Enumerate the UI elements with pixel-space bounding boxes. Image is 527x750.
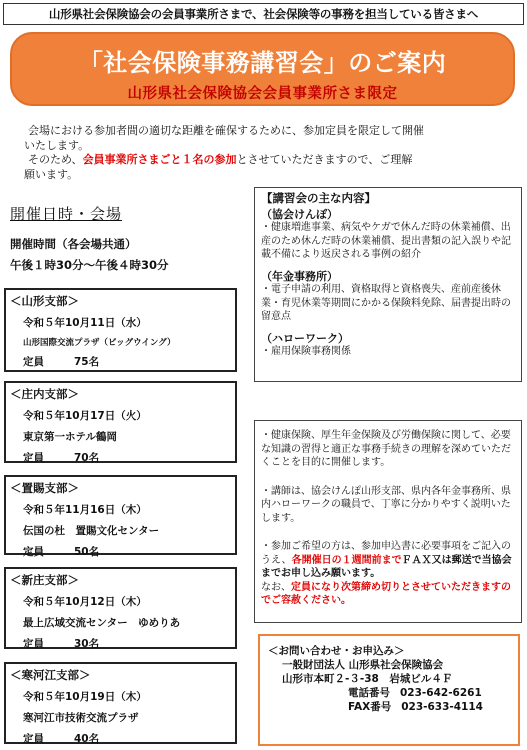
intro-emphasis: 会員事業所さまごと１名の参加 xyxy=(82,153,237,166)
venue-place: 伝国の杜 置賜文化センター xyxy=(23,525,160,537)
fax-label: FAX番号 xyxy=(348,701,392,713)
note-application-mid: なお、 xyxy=(261,581,291,593)
contact-address: 山形市本町２-３-38 岩城ビル４Ｆ xyxy=(282,673,453,685)
contact-fax xyxy=(268,700,510,714)
contents-text: ・健康増進事業、病気やケガで休んだ時の休業補償、出産のため休んだ時の休業補償、提出書類の記入誤りや記載不備により返戻される事例の紹介 xyxy=(261,222,511,260)
venue-capacity xyxy=(10,636,231,651)
venue-card-yamagata xyxy=(4,288,237,372)
intro-line-3-pre: そのため、 xyxy=(28,153,83,166)
note-method: ＦＡＸ又は郵送で当協会までお申し込み願います。 xyxy=(261,554,512,579)
contact-tel xyxy=(268,686,510,700)
venue-branch: ＜寒河江支部＞ xyxy=(10,668,91,682)
title-banner xyxy=(10,32,515,106)
intro-line-3-post: とさせていただきますので、ご理解 xyxy=(236,153,413,166)
intro-line-1: 会場における参加者間の適切な距離を確保するために、参加定員を限定して開催 xyxy=(28,124,424,137)
intro-line-2: いたします。 xyxy=(24,138,90,152)
intro-line-4: 願います。 xyxy=(24,167,79,181)
venue-branch: ＜山形支部＞ xyxy=(10,294,79,308)
intro-text xyxy=(20,124,520,182)
capacity-label: 定員 xyxy=(23,546,44,558)
contents-category: （年金事務所） xyxy=(261,269,338,283)
contents-category: （協会けんぽ） xyxy=(261,207,338,221)
capacity-value: 75名 xyxy=(74,356,100,368)
venue-date: 令和５年10月19日（木） xyxy=(23,691,147,703)
time-value: 午後１時30分～午後４時30分 xyxy=(10,258,169,272)
venue-place: 寒河江市技術交流プラザ xyxy=(23,712,139,724)
capacity-label: 定員 xyxy=(23,733,44,745)
note-deadline: 各開催日の１週間前まで xyxy=(291,554,402,566)
venue-place: 最上広域交流センター ゆめりあ xyxy=(23,617,181,629)
contents-text: ・雇用保険事務関係 xyxy=(261,346,351,357)
venue-place: 東京第一ホテル鶴岡 xyxy=(23,431,117,443)
capacity-value: 40名 xyxy=(74,733,100,745)
course-contents-box xyxy=(254,187,522,382)
contents-heading: 【講習会の主な内容】 xyxy=(261,191,376,205)
capacity-label: 定員 xyxy=(23,356,44,368)
note-application-pre: ・参加ご希望の方は、参加申込書に必要事項をご記入のうえ、 xyxy=(261,541,511,566)
venue-capacity xyxy=(10,450,231,465)
contents-section xyxy=(261,332,515,359)
venue-branch: ＜新庄支部＞ xyxy=(10,573,79,587)
venue-branch: ＜庄内支部＞ xyxy=(10,387,79,401)
venue-card-shonai xyxy=(4,381,237,463)
venue-branch: ＜置賜支部＞ xyxy=(10,481,79,495)
schedule-title: 開催日時・会場 xyxy=(10,205,123,223)
venue-date: 令和５年11月16日（木） xyxy=(23,504,147,516)
contact-heading: ＜お問い合わせ・お申込み＞ xyxy=(268,645,405,657)
contents-text: ・電子申請の利用、資格取得と資格喪失、産前産後休業・育児休業等期間にかかる保険料免除、届書提出時の留意点 xyxy=(261,284,511,322)
contact-org: 一般財団法人 山形県社会保険協会 xyxy=(282,659,444,671)
venue-capacity xyxy=(10,731,231,746)
capacity-value: 70名 xyxy=(74,452,100,464)
contact-box xyxy=(258,634,520,746)
notes-box xyxy=(254,420,522,623)
venue-card-shinjo xyxy=(4,567,237,649)
venue-date: 令和５年10月11日（水） xyxy=(23,317,147,329)
intro-line-3 xyxy=(20,153,520,168)
note-application xyxy=(261,540,515,608)
capacity-label: 定員 xyxy=(23,638,44,650)
contents-section xyxy=(261,270,515,324)
tel-label: 電話番号 xyxy=(348,687,390,699)
capacity-value: 30名 xyxy=(74,638,100,650)
venue-date: 令和５年10月17日（火） xyxy=(23,410,147,422)
capacity-value: 50名 xyxy=(74,546,100,558)
venue-capacity xyxy=(10,544,231,559)
contents-category: （ハローワーク） xyxy=(261,331,349,345)
venue-date: 令和５年10月12日（木） xyxy=(23,596,147,608)
page-title: 「社会保険事務講習会」のご案内 xyxy=(78,49,447,77)
audience-header: 山形県社会保険協会の会員事業所さまで、社会保険等の事務を担当している皆さまへ xyxy=(3,3,524,25)
page-subtitle: 山形県社会保険協会会員事業所さま限定 xyxy=(127,86,398,102)
note-capacity-warning: 定員になり次第締め切りとさせていただきますのでご容赦ください。 xyxy=(261,581,511,606)
tel-value: 023-642-6261 xyxy=(400,687,482,699)
contents-section xyxy=(261,208,515,262)
fax-value: 023-633-4114 xyxy=(401,701,483,713)
venue-card-sagae xyxy=(4,662,237,744)
venue-capacity xyxy=(10,354,231,369)
venue-place: 山形国際交流プラザ（ビッグウイング） xyxy=(23,338,176,348)
note-lecturers: ・講師は、協会けんぽ山形支部、県内各年金事務所、県内ハローワークの職員で、丁寧に分かりやすく説明いたします。 xyxy=(261,485,511,524)
time-label: 開催時間（各会場共通） xyxy=(10,237,137,251)
capacity-label: 定員 xyxy=(23,452,44,464)
venue-card-okitama xyxy=(4,475,237,558)
note-purpose: ・健康保険、厚生年金保険及び労働保険に関して、必要な知識の習得と適正な事務手続きの理解を深めていただくことを目的に開催します。 xyxy=(261,430,511,468)
